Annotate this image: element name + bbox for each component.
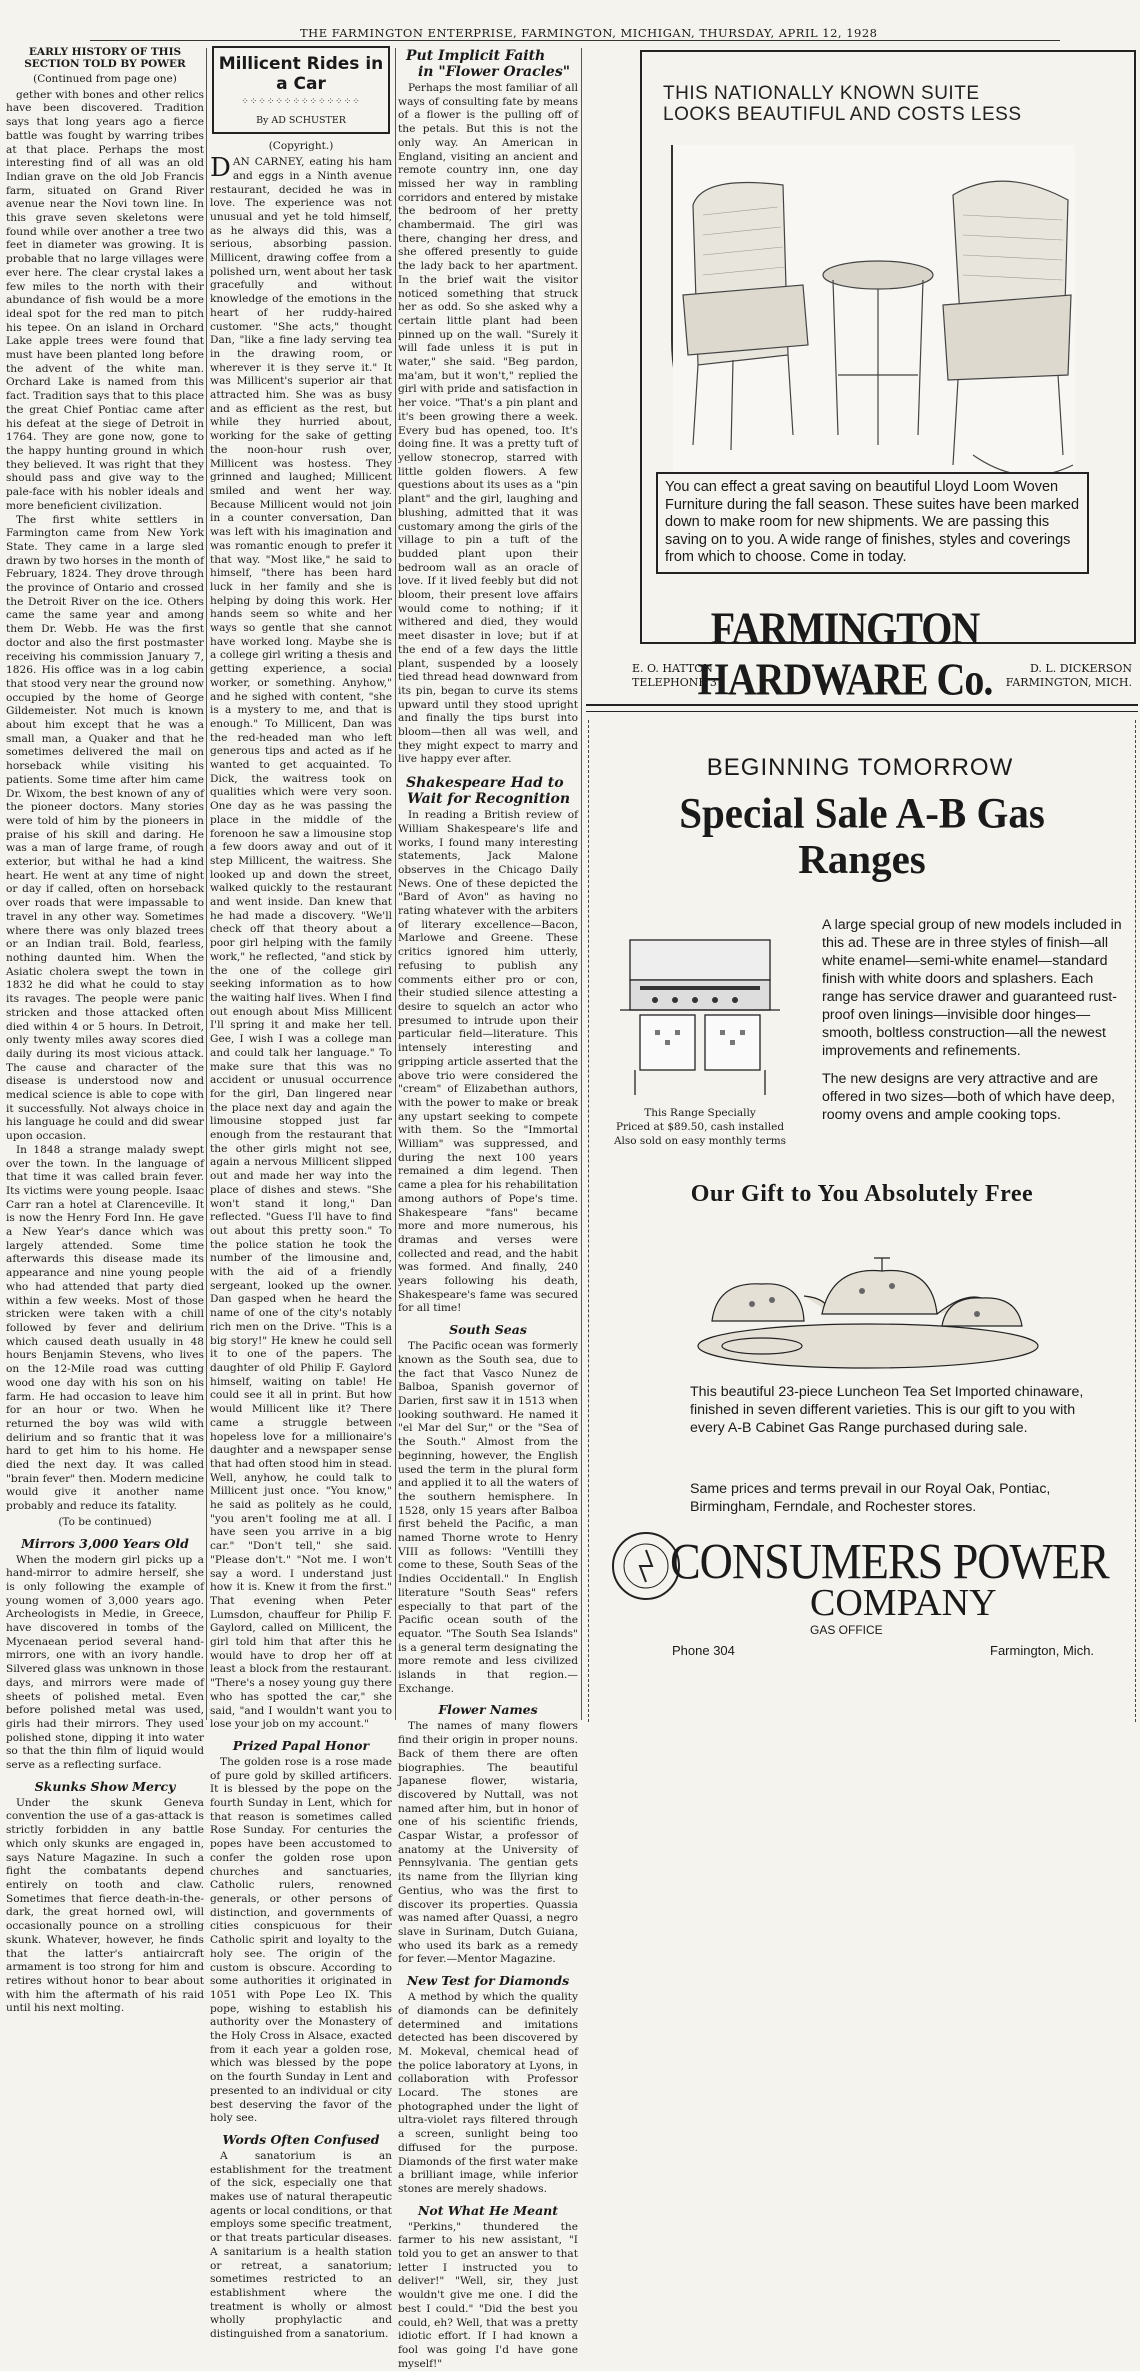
article-headline (6, 46, 204, 70)
company-name-line2: COMPANY (810, 1582, 997, 1624)
paragraph: "Perkins," thundered the farmer to his new assistant, "I told you to get an answer to that letter I instructed you to deliver!" "Well, sir, they just wouldn't give me one. I did the best I could." "Did the best you could, eh? Well, that was a pretty idiotic effort. If I had known a fool was going I'd have gone myself!" (398, 2220, 578, 2370)
tea-set-icon (692, 1226, 1044, 1371)
article-headline: Prized Papal Honor (232, 1737, 370, 1753)
column-rule (206, 48, 207, 1720)
caption-line: This Range Specially (644, 1107, 756, 1119)
masthead-rule (90, 40, 1060, 41)
hardware-ad-footer (632, 662, 1132, 690)
footer-right (1006, 662, 1132, 690)
paragraph: A sanatorium is an establishment for the treatment of the sick, especially one that makes use of natural therapeutic agents or local conditions, or that employs some specific treatment, or that treats particular diseases. A sanitarium is a health station or retreat, a sanatorium; sometimes restricted to an establishment where the treatment is wholly or almost wholly prophylactic and distinguished from a sanatorium. (210, 2149, 392, 2341)
copyright: (Copyright.) (268, 140, 334, 153)
firm-location: FARMINGTON, MICH. (1005, 676, 1132, 689)
caption-line: Priced at $89.50, cash installed (615, 1121, 785, 1133)
article-headline: Mirrors 3,000 Years Old (21, 1535, 189, 1551)
article-headline: Flower Names (438, 1702, 538, 1718)
paragraph: The Pacific ocean was formerly known as the South sea, due to the fact that Vasco Nunez de Balboa, Spanish governor of Darien, first saw it in 1513 when looking southward. He named it "el Mar del Sur," or the "Sea of the South." Almost from the beginning, however, the English used the term in the plural form and applied it to all the waters of the southern hemisphere. In 1528, only 15 years after Balboa first beheld the Pacific, a man named Thorne wrote to Henry VIII as follows: "Ventilli they come to these, South Seas of the Indies Occidentall." In English literature "South Seas" refers especially to that part of the Pacific ocean south of the equator. "The South Sea Islands" is a general term designating the more remote and less civilized islands in that region.—Exchange. (398, 1340, 578, 1695)
hardware-firm-name: FARMINGTON HARDWARE Co. (697, 602, 993, 705)
column-rule (395, 48, 396, 1720)
headline-line: SECTION TOLD BY POWER (24, 58, 186, 70)
range-caption (600, 1106, 800, 1148)
paragraph: The first white settlers in Farmington came from New York State. They came in a large sled drawn by two horses in the month of February, 1824. They drove through the province of Ontario and crossed the Detroit River on the ice. Others came the same year and among them Dr. Webb. He was the first doctor and also the first postmaster receiving his commission January 7, 1826. His office was in a log cabin that stood very near the ground now occupied by the home of George Gildemeister. Not much is known about him except that he was a small man, a Quaker and that he sometimes delivered the mail on horseback while visiting his patients. Some time after him came Dr. Wixom, the best known of any of the pioneer doctors. Many stories were told of him by the pioneers in praise of his skill and daring. He was a man of large frame, of rough exterior, but withal he had a kind heart. He went at any time of night or day if called, often on horseback over roads that were impassable to travel in any other way. Sometimes where there was only blazed trees or an Indian trail. Bold, fearless, nothing daunted him. When the Asiatic cholera swept the town in 1832 he did what he could to stay its ravages. The people were panic stricken and those attacked often died within 4 or 5 hours. In Detroit, only twenty miles away scores died daily during its most vicious attack. The cause and character of the disease is understood now and medical science is able to cope with it successfully. Not always choice in his language he could and did swear upon occasion. (6, 513, 204, 1143)
article-headline: Words Often Confused (222, 2131, 380, 2147)
headline-line: THIS NATIONALLY KNOWN SUITE (663, 83, 980, 104)
paragraph: Under the skunk Geneva convention the use of a gas-attack is strictly forbidden in any battle which only skunks are engaged in, says Nature Magazine. In such a fight the combatants depend entirely on tooth and claw. Sometimes that fierce death-in-the-dark, the great horned owl, will occasionally pounce on a strolling skunk. Whatever, however, he finds that the latter's antiaircraft armament is too strong for him and retires without honor to bear about with him the aftermath of his raid until his next molting. (6, 1796, 204, 2015)
paragraph (210, 153, 392, 1732)
range-description (822, 916, 1122, 1124)
ad-title: Ranges (798, 836, 926, 882)
article-headline: South Seas (449, 1322, 527, 1338)
headline-line: Wait for Recognition (407, 791, 570, 808)
office-city: Farmington, Mich. (990, 1643, 1095, 1658)
masthead-title: THE FARMINGTON ENTERPRISE, FARMINGTON, MICHIGAN, THURSDAY, APRIL 12, 1928 (300, 26, 878, 40)
column-millicent (210, 44, 392, 2341)
story-title: Millicent Rides in a Car (218, 54, 384, 94)
story-title-box (212, 46, 390, 134)
gift-headline: Our Gift to You Absolutely Free (690, 1181, 1034, 1207)
proprietor-name: D. L. DICKERSON (1029, 662, 1132, 675)
proprietor-name: E. O. HATTON (632, 662, 713, 675)
telephone: TELEPHONE 3 (632, 676, 717, 689)
column-rule (581, 48, 582, 1720)
drop-cap: D (210, 153, 231, 184)
paragraph: gether with bones and other relics have been discovered. Tradition says that long years ago a fierce battle was fought by warring tribes at that place. Perhaps the most interesting find of all was an old Indian grave on the old Job Francis farm, situated on Grand River avenue near the Novi town line. In this grave seven skeletons were found while over another a tree two feet in diameter was growing. It is probable that no large villages were ever here. The clear crystal lakes a few miles to the north with their abundance of fish would be a more ideal spot for the red man to pitch his tepee. On an island in Orchard Lake apple trees were found that must have been planted long before the advent of the white man. Orchard Lake is named from this fact. Tradition says that to this place the great Chief Pontiac came after his defeat at the siege of Detroit in 1764. They are gone now, gone to the happy hunting ground in which they believed. It was right that they should pass and give way to the pale-face with his nobler ideals and more beneficient civilization. (6, 88, 204, 512)
story-text: AN CARNEY, eating his ham and eggs in a Ninth avenue restaurant, decided he was in love. The experience was not unusual and yet he told himself, as he always did this, was a serious, absorbing passion. Millicent, drawing coffee from a polished urn, went about her task gracefully and without knowledge of the emotions in the heart of her ruddy-haired customer. "She acts," thought Dan, "like a fine lady serving tea in the drawing room, or wherever it is they serve it." It was Millicent's superior air that attracted him. She was as busy and as efficient as the rest, but while they hurried about, working for the sake of getting the noon-hour rush over, Millicent was hostess. They grinned and laughed; Millicent smiled and went her way. Because Millicent would not join in a counter conversation, Dan was left with his imagination and was romantic enough to prefer it that way. "Most like," he said to himself, "there has been hard luck in her family and she is helping by doing this work. Her hands seem so white and her ways so gentle that she cannot have worked long. Maybe she is a college girl writing a thesis and getting experience, a social worker, or something. Anyhow," and he sighed with content, "she is a mystery to me, and that is enough." To Millicent, Dan was the red-headed man who left generous tips and acted as if he wanted to get acquainted. To Dick, the waitress took on qualities which were very soon. One day as he was passing the place in the middle of the forenoon he saw a limousine stop a few doors away and out of it step Millicent, the waitress. She looked up and down the street, walked quickly to the restaurant and went inside. Dan knew that he had made a discovery. "We'll check off that theory about a poor girl helping with the family work," he reflected, "and stick by the one of the college girl seeking information as to how the waiting half lives. When I find out enough about Miss Millicent I'll spring it and make her tell. Gee, I wish I was a college man and could talk her language." To make sure that this was no accident or unusual occurrence for the girl, Dan lingered near the place next day and again the limousine stopped just far enough from the restaurant that the other girls might not see, again a nervous Millicent slipped out and made her way into the place of dishes and stews. "She won't stand it long," Dan reflected. "Guess I'll have to find out about this pretty soon." To the police station he took the number of the limousine and, with the aid of a friendly sergeant, looked up the owner. Dan gasped when he heard the name of one of the city's notably rich men on the Drive. "This is a big story!" He knew he could sell it to one of the papers. The daughter of old Philip F. Gaylord himself, waiting on table! He could see it all in print. But how would Millicent like it? There came a struggle between hopeless love for a millionaire's daughter and a newspaper sense that had often stood him in stead. Well, anyhow, he could talk to Millicent just once. "You know," he said as politely as he could, "you aren't fooling me at all. I have seen you arrive in a big car." "Don't tell," she said. "Please don't." "Not me. I won't say a word. I understand just how it is. Knew it from the first." That evening when Peter Lumsdon, chauffeur for Philip F. Gaylord, called on Millicent, the girl told him that after this he would have to drop her off at least a block from the restaurant. "There's a nosey young guy there who has spotted the car," she said, "and I wouldn't want you to lose your job on my account." (210, 156, 392, 1731)
paragraph: Perhaps the most familiar of all ways of consulting fate by means of a flower is the pulling off of the petals. But this is not the only way. An American in England, visiting an ancient and remote country inn, one day missed her way in rambling corridors and entered by mistake the bedroom of her pretty chambermaid. The girl was there, changing her dress, and she offered presently to guide the lady back to her apartment. In the brief wait the visitor noticed something that struck her as odd. So she asked why a certain little plant had been pinned up on the wall. "Surely it will fade unless it is put in water," she said. "Beg pardon, ma'am, but it won't," replied the girl with pride and satisfaction in her voice. "That's a pin plant and it's been growing there a week. Every bud has opened, too. It's doing fine. It was a pretty tuft of yellow stonecrop, starred with little golden flowers. A few questions about its uses as a "pin plant" and the girl, laughing and blushing, admitted that it was customary among the girls of the village to pin a tuft of the budded plant upon their bedroom wall as an oracle of love. If it lived feebly but did not bloom, their present love affairs would come to nothing; if it withered and died, they would meet disaster in love; but if at the end of a few days the little plant, suspended by a loosely tied thread head downward from its pin, began to curve its stems upward until they stood upright and finally the tips burst into bloom—then all was well, and they might expect to marry and live happy ever after. (398, 82, 578, 766)
paragraph: The names of many flowers find their origin in proper nouns. Back of them there are often biographies. The beautiful Japanese flower, wistaria, discovered by Nuttall, was not named after him, but in honor of one of his scientific friends, Caspar Wistar, a professor of anatomy at the University of Pennsylvania. The gentian gets its name from the Illyrian king Gentius, who was the first to discover its properties. Quassia was named after Quassi, a negro slave in Surinam, Dutch Guiana, who used its bark as a remedy for fever.—Mentor Magazine. (398, 1720, 578, 1966)
headline-line: EARLY HISTORY OF THIS (28, 46, 182, 58)
headline-line: Put Implicit Faith (406, 48, 546, 64)
title-ornament: ⁘⁘⁘⁘⁘⁘⁘⁘⁘⁘⁘⁘⁘⁘ (241, 97, 361, 107)
article-headline: Not What He Meant (417, 2202, 559, 2218)
ad-rule (586, 711, 1138, 712)
caption-line: Also sold on easy monthly terms (613, 1135, 787, 1147)
paragraph: A method by which the quality of diamonds can be definitely determined and imitations detected has been discovered by M. Mokeval, chemical head of the police laboratory at Lyons, in collaboration with Professor Locard. The stones are photographed under the light of ultra-violet rays filtered through a screen, sunlight being too diffused for the purpose. Diamonds of the first water make a brilliant image, while inferior stones are merely shadows. (398, 1991, 578, 2195)
paragraph: A large special group of new models included in this ad. These are in three styles of finish—all white enamel—semi-white enamel—standard finish with white doors and splashers. Each range has service drawer and guaranteed rust-proof oven linings—invisible door hinges—smooth, boltless construction—all the newest improvements and refinements. (822, 917, 1122, 1059)
byline: By AD SCHUSTER (256, 114, 346, 126)
tea-set-description: This beautiful 23-piece Luncheon Tea Set Imported chinaware, finished in seven different varieties. This is our gift to you with every A-B Cabinet Gas Range purchased during sale. (690, 1384, 1084, 1436)
article-headline: New Test for Diamonds (406, 1973, 570, 1989)
to-be-continued: (To be continued) (58, 1515, 152, 1528)
paragraph: When the modern girl picks up a hand-mirror to admire herself, she is only following the example of young women of 3,000 years ago. Archeologists in Medie, in Greece, have discovered in tombs of the Mycenaean period several hand-mirrors, one with an ivory handle. Silvered glass was unknown in those days, and mirrors were made of sheets of polished metal. Even before polished metal was used, girls had their mirrors. They used polished stone, dipping it into water so that the thin film of liquid would serve as a reflecting surface. (6, 1553, 204, 1772)
column-miscellany (398, 44, 578, 2370)
gas-range-icon (615, 930, 785, 1100)
store-locations: Same prices and terms prevail in our Royal Oak, Pontiac, Birmingham, Ferndale, and Rochester stores. (690, 1481, 1051, 1515)
column-history (6, 44, 204, 2015)
ad-title: Special Sale A-B Gas (679, 788, 1045, 838)
gas-office: GAS OFFICE (810, 1623, 883, 1637)
continued-note: (Continued from page one) (33, 73, 177, 85)
paragraph: In 1848 a strange malady swept over the town. In the language of that time it was called brain fever. Its victims were young people. Isaac Carr ran a hotel at Clarenceville. It is now the Henry Ford Inn. He gave a New Year's dance which was largely attended. Some time afterwards this disease made its appearance and nine young people who had attended that party died within a few weeks. Most of those stricken were taken with a chill followed by fever and delirium which caused death usually in 48 hours Benjamin Stevens, who lives on the 12-Mile road was cutting wood one day with his son on his farm. He had occasion to leave him for an hour or two. When he returned the boy was wild with delirium and so frantic that it was hard to get him to his home. He died the next day. It was called "brain fever" then. Modern medicine would give it another name probably and reduce its fatality. (6, 1143, 204, 1513)
headline-line: in "Flower Oracles" (417, 64, 570, 80)
article-headline: Skunks Show Mercy (34, 1778, 176, 1794)
headline-line: Shakespeare Had to (406, 775, 564, 792)
company-name: CONSUMERS POWER (670, 1533, 1109, 1590)
phone-number: Phone 304 (672, 1643, 735, 1658)
ad-headline (663, 83, 1133, 125)
headline-line: LOOKS BEAUTIFUL AND COSTS LESS (663, 104, 1022, 125)
masthead (0, 0, 1140, 40)
ad-kicker: BEGINNING TOMORROW (706, 754, 1014, 781)
article-headline (406, 48, 578, 80)
paragraph: The golden rose is a rose made of pure gold by skilled artificers. It is blessed by the pope on the fourth Sunday in Lent, which for that reason is sometimes called Rose Sunday. For centuries the popes have been accustomed to confer the golden rose upon churches and sanctuaries, Catholic rulers, renowned generals, or other persons of distinction, and governments of cities conspicuous for their Catholic spirit and loyalty to the holy see. The origin of the custom is obscure. According to some authorities it originated in 1051 with Pope Leo IX. This pope, wishing to establish his authority over the Monastery of the Holy Cross in Alsace, exacted from it each year a golden rose, which was blessed by the pope on the fourth Sunday in Lent and presented to an individual or city best deserving the favor of the holy see. (210, 1755, 392, 2125)
paragraph: In reading a British review of William Shakespeare's life and works, I found many interesting statements, Jack Malone observes in the Chicago Daily News. One of these depicted the "Bard of Avon" as having no rating whatever with the arbiters of literary excellence—Bacon, Marlowe and Greene. These critics ignored him utterly, refusing to publish any comments either pro or con, their studied silence attesting a desire to squelch an actor who presumed to intrude upon their particular field—literature. This intensely interesting and gripping article asserted that the above trio were considered the "cream" of Elizabethan authors, with the power to make or break any upstart seeking to compete with them. So the "Immortal William" was suppressed, and during the next 100 years remained a dim legend. Then came a plea for his rehabilitation among authors of Pope's time. Shakespeare "fans" became more and more numerous, his dramas and verses were collected and read, and the habit was formed. And finally, 240 years following his death, Shakespeare's fame was secured for all time! (398, 809, 578, 1315)
paragraph: The new designs are very attractive and are offered in two sizes—both of which have deep, roomy ovens and ample cooking tops. (822, 1071, 1116, 1123)
hardware-ad-copy: You can effect a great saving on beautiful Lloyd Loom Woven Furniture during the fall season. These suites have been marked down to make room for new shipments. We are passing this saving on to you. A wide range of finishes, styles and coverings from which to choose. Come in today. (656, 472, 1089, 574)
article-headline (406, 775, 578, 807)
